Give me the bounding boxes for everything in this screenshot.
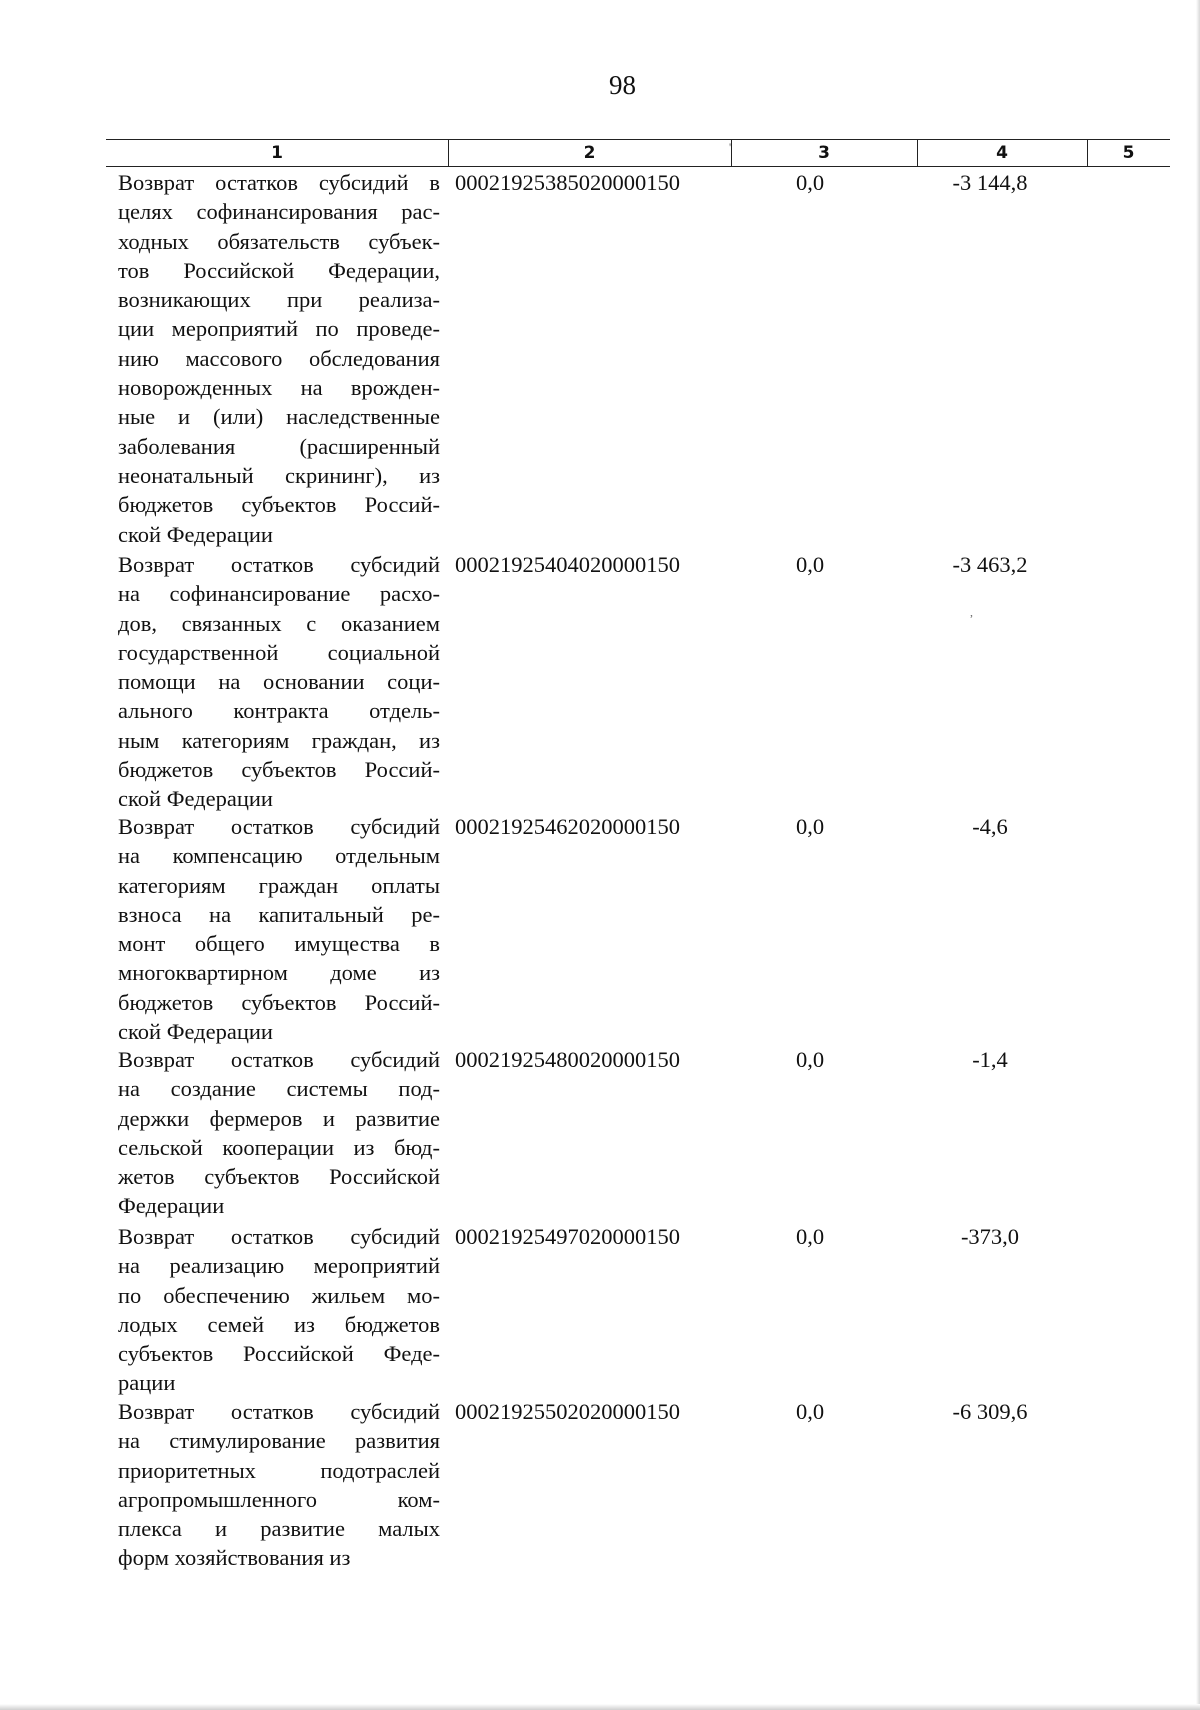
description-line: ные и (или) наследственные <box>118 404 440 430</box>
description-line: на реализацию мероприятий <box>118 1253 440 1279</box>
header-col-3: 3 <box>731 140 918 166</box>
description-line: форм хозяйствования из <box>118 1545 351 1571</box>
description-line: на создание системы под- <box>118 1076 440 1102</box>
header-col-4: 4 <box>917 140 1088 166</box>
description-line: жетов субъектов Российской <box>118 1164 440 1190</box>
description-line: ской Федерации <box>118 1019 273 1045</box>
scan-speck: ' <box>729 140 732 154</box>
row-col4-value: -4,6 <box>972 814 1008 839</box>
description-line: рации <box>118 1370 176 1396</box>
description-line: бюджетов субъектов Россий- <box>118 989 440 1015</box>
description-line: ходных обязательств субъек- <box>118 228 440 254</box>
row-description <box>118 1397 440 1573</box>
description-line: заболевания (расширенный <box>118 433 440 459</box>
row-col3-value: 0,0 <box>795 170 825 195</box>
row-code: 00021925462020000150 <box>455 814 680 839</box>
row-code: 00021925404020000150 <box>455 552 680 577</box>
page-number: 98 <box>609 70 636 100</box>
description-line: государственной социальной <box>118 639 440 665</box>
row-col3-value: 0,0 <box>795 552 825 577</box>
description-line: ской Федерации <box>118 521 273 547</box>
row-description <box>118 168 440 549</box>
row-col4-value: -3 463,2 <box>952 552 1028 577</box>
description-line: неонатальный скрининг), из <box>118 462 440 488</box>
description-line: монт общего имущества в <box>118 931 440 957</box>
description-line: Возврат остатков субсидий <box>118 1399 440 1424</box>
description-line: сельской кооперации из бюд- <box>118 1134 440 1160</box>
row-description <box>118 550 440 814</box>
scan-bottom-shadow <box>0 1704 1200 1710</box>
header-col-1: 1 <box>106 140 449 166</box>
row-description <box>118 812 440 1046</box>
row-code: 00021925497020000150 <box>455 1224 680 1249</box>
description-line: Возврат остатков субсидий в <box>118 170 440 195</box>
description-line: Возврат остатков субсидий <box>118 1047 440 1072</box>
description-line: нию массового обследования <box>118 345 440 371</box>
row-col3-value: 0,0 <box>795 1047 825 1072</box>
description-line: помощи на основании соци- <box>118 669 440 695</box>
header-col-2: 2 <box>448 140 732 166</box>
row-col3-value: 0,0 <box>795 814 825 839</box>
description-line: по обеспечению жильем мо- <box>118 1282 440 1308</box>
row-col4-value: -6 309,6 <box>952 1399 1028 1424</box>
description-line: плекса и развитие малых <box>118 1516 440 1542</box>
row-code: 00021925480020000150 <box>455 1047 680 1072</box>
header-col-5: 5 <box>1122 143 1135 163</box>
row-col4-value: -3 144,8 <box>952 170 1028 195</box>
description-line: Федерации <box>118 1193 225 1219</box>
description-line: ального контракта отдель- <box>118 698 440 724</box>
description-line: лодых семей из бюджетов <box>118 1311 440 1337</box>
description-line: субъектов Российской Феде- <box>118 1341 440 1367</box>
row-description <box>118 1045 440 1221</box>
description-line: взноса на капитальный ре- <box>118 901 440 927</box>
description-line: категориям граждан оплаты <box>118 872 440 898</box>
row-description <box>118 1222 440 1398</box>
description-line: новорожденных на врожден- <box>118 375 440 401</box>
description-line: на стимулирование развития <box>118 1428 440 1454</box>
description-line: агропромышленного ком- <box>118 1486 440 1512</box>
table-header-row <box>106 139 1170 167</box>
description-line: на софинансирование расхо- <box>118 581 440 607</box>
description-line: ции мероприятий по проведе- <box>118 316 440 342</box>
row-col4-value: -373,0 <box>960 1224 1020 1249</box>
description-line: многоквартирном доме из <box>118 960 440 986</box>
description-line: приоритетных подотраслей <box>118 1457 440 1483</box>
description-line: бюджетов субъектов Россий- <box>118 492 440 518</box>
description-line: держки фермеров и развитие <box>118 1105 440 1131</box>
description-line: бюджетов субъектов Россий- <box>118 757 440 783</box>
row-code: 00021925385020000150 <box>455 170 680 195</box>
description-line: возникающих при реализа- <box>118 287 440 313</box>
description-line: целях софинансирования рас- <box>118 199 440 225</box>
row-col3-value: 0,0 <box>795 1224 825 1249</box>
scan-edge-shadow <box>1196 0 1200 1710</box>
description-line: на компенсацию отдельным <box>118 843 440 869</box>
row-code: 00021925502020000150 <box>455 1399 680 1424</box>
description-line: Возврат остатков субсидий <box>118 814 440 839</box>
description-line: тов Российской Федерации, <box>118 257 440 283</box>
scan-speck: , <box>970 605 973 619</box>
description-line: Возврат остатков субсидий <box>118 552 440 577</box>
description-line: дов, связанных с оказанием <box>118 610 440 636</box>
row-col3-value: 0,0 <box>795 1399 825 1424</box>
description-line: ской Федерации <box>118 786 273 812</box>
description-line: ным категориям граждан, из <box>118 727 440 753</box>
row-col4-value: -1,4 <box>972 1047 1008 1072</box>
description-line: Возврат остатков субсидий <box>118 1224 440 1249</box>
